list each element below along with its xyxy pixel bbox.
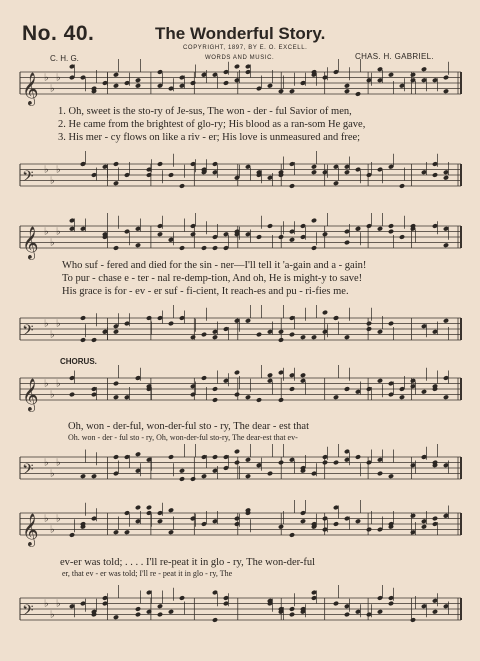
music-staff — [0, 220, 480, 260]
svg-text:♭: ♭ — [56, 72, 61, 84]
lyric-line: His grace is for - ev - er suf - fi-cient, It reach-es and pu - ri-fies me. — [62, 286, 349, 297]
svg-text:♭: ♭ — [50, 524, 55, 536]
svg-text:𝄞: 𝄞 — [22, 378, 39, 411]
music-staff — [0, 312, 480, 352]
svg-text:♭: ♭ — [50, 237, 55, 249]
svg-text:♭: ♭ — [56, 378, 61, 390]
music-staff — [0, 592, 480, 632]
verse-lyrics-block-2 — [62, 259, 464, 298]
lyricist-initials: C. H. G. — [50, 54, 79, 63]
music-staff — [0, 451, 480, 491]
music-staff — [0, 507, 480, 547]
svg-text:♭: ♭ — [44, 72, 49, 84]
svg-text:♭: ♭ — [50, 609, 55, 621]
svg-text:♭: ♭ — [56, 598, 61, 610]
svg-text:♭: ♭ — [50, 468, 55, 480]
chorus-lyric-line-1: Oh, won - der-ful, won-der-ful sto - ry, The dear - est that — [68, 421, 310, 432]
svg-text:♭: ♭ — [56, 513, 61, 525]
svg-text:♭: ♭ — [50, 175, 55, 187]
svg-text:♭: ♭ — [44, 164, 49, 176]
lyric-line: 2. He came from the brightest of glo-ry; His blood as a ran-som He gave, — [58, 119, 366, 130]
words-and-music-note: WORDS AND MUSIC. — [205, 55, 275, 61]
lyric-line: To pur - chase e - ter - nal re-demp-tion, And oh, He is might-y to save! — [62, 273, 363, 284]
copyright-notice: COPYRIGHT, 1897, BY E. O. EXCELL. — [183, 45, 308, 51]
svg-text:𝄢: 𝄢 — [22, 322, 34, 343]
svg-text:♭: ♭ — [50, 83, 55, 95]
chorus-bass-lyric-line-2: er, that ev - er was told; I'll re - peat it in glo - ry, The — [62, 569, 233, 578]
svg-text:𝄞: 𝄞 — [22, 513, 39, 546]
svg-text:𝄢: 𝄢 — [22, 461, 34, 482]
svg-text:♭: ♭ — [44, 378, 49, 390]
svg-text:♭: ♭ — [44, 598, 49, 610]
chorus-lyric-line-2: ev-er was told; . . . . I'll re-peat it in glo - ry, The won-der-ful — [60, 557, 316, 568]
svg-text:𝄢: 𝄢 — [22, 168, 34, 189]
hymn-number: No. 40. — [22, 22, 95, 45]
svg-text:𝄞: 𝄞 — [22, 72, 39, 105]
svg-text:♭: ♭ — [50, 329, 55, 341]
svg-text:♭: ♭ — [44, 226, 49, 238]
verse-lyrics-block-1 — [58, 105, 460, 144]
svg-text:♭: ♭ — [44, 318, 49, 330]
svg-text:♭: ♭ — [50, 389, 55, 401]
svg-text:♭: ♭ — [56, 164, 61, 176]
lyric-line: 3. His mer - cy flows on like a riv - er; His love is unmeasured and free; — [58, 132, 361, 143]
composer-name: CHAS. H. GABRIEL. — [355, 52, 434, 61]
lyric-line: Who suf - fered and died for the sin - ner—I'll tell it 'a-gain and a - gain! — [62, 260, 367, 271]
svg-text:♭: ♭ — [56, 457, 61, 469]
hymn-header — [0, 0, 480, 72]
chorus-bass-lyric-line-1: Oh. won - der - ful sto - ry, Oh, won-der-ful sto-ry, The dear-est that ev- — [68, 433, 298, 442]
music-staff — [0, 372, 480, 412]
chorus-label: CHORUS. — [60, 357, 97, 366]
lyric-line: 1. Oh, sweet is the sto-ry of Je-sus, The won - der - ful Savior of men, — [58, 106, 352, 117]
hymn-title: The Wonderful Story. — [155, 24, 326, 43]
svg-text:♭: ♭ — [44, 513, 49, 525]
svg-text:𝄢: 𝄢 — [22, 602, 34, 623]
svg-text:♭: ♭ — [56, 226, 61, 238]
svg-text:𝄞: 𝄞 — [22, 226, 39, 259]
music-staff — [0, 158, 480, 198]
svg-text:♭: ♭ — [44, 457, 49, 469]
svg-text:♭: ♭ — [56, 318, 61, 330]
music-staff — [0, 66, 480, 106]
